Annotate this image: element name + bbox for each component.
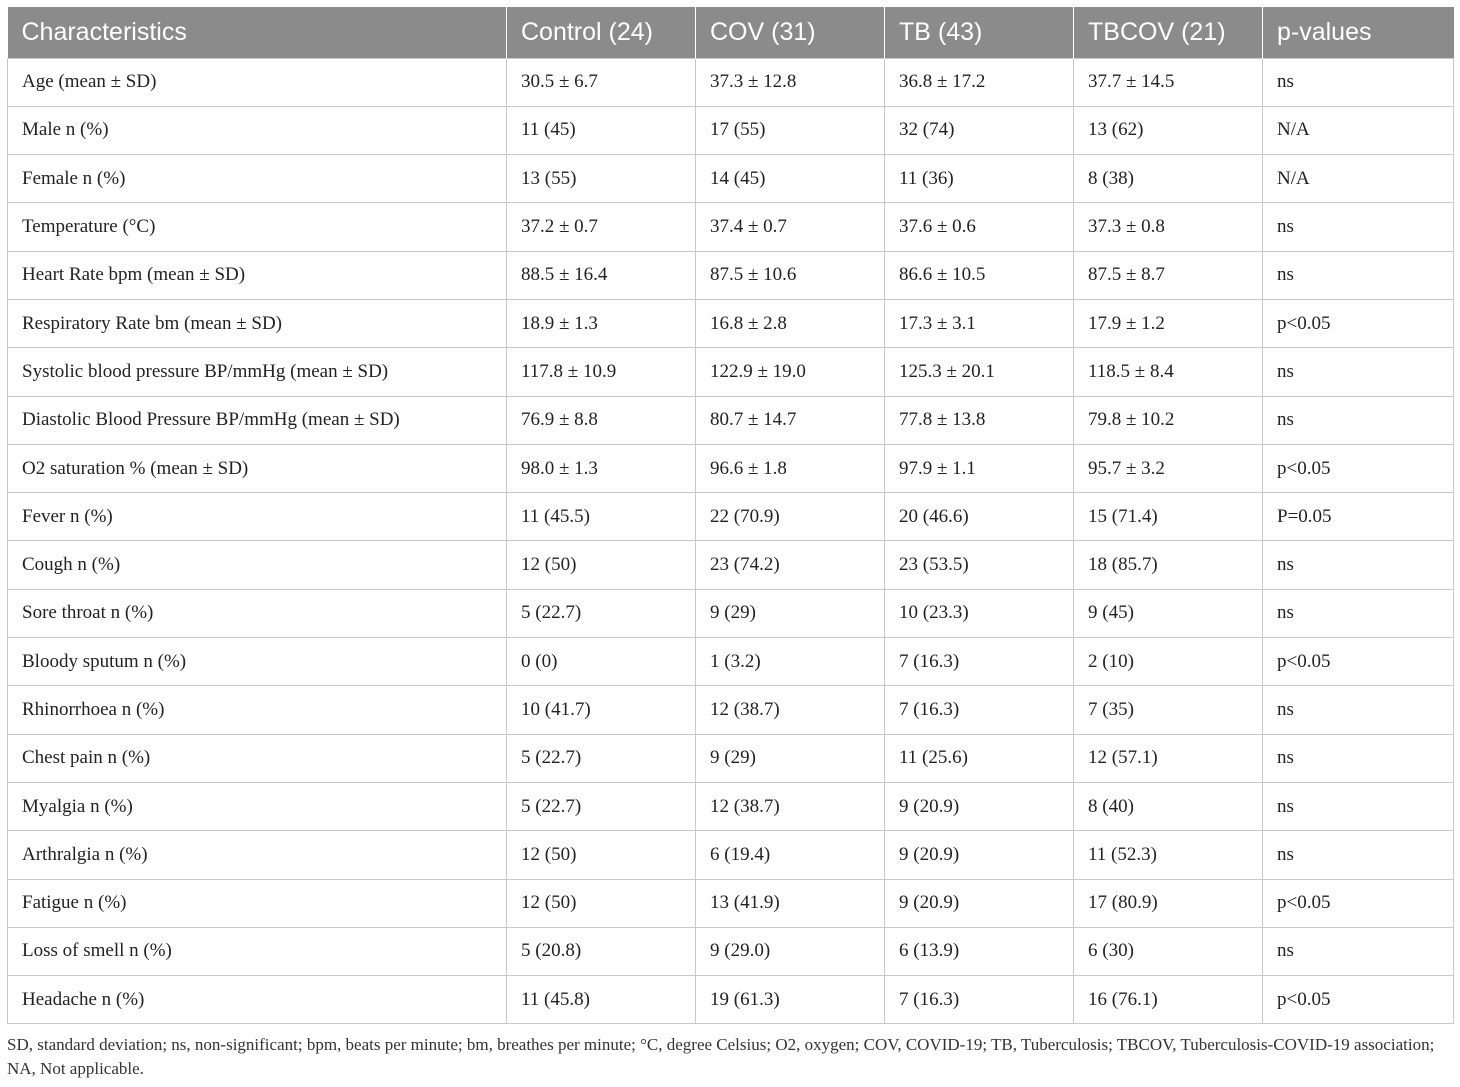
cov-cell: 19 (61.3) [696, 976, 885, 1024]
tbcov-cell: 18 (85.7) [1074, 541, 1263, 589]
tb-cell: 7 (16.3) [885, 686, 1074, 734]
cov-cell: 23 (74.2) [696, 541, 885, 589]
table-row [8, 493, 1454, 541]
header-tb: TB (43) [885, 7, 1074, 58]
control-cell: 11 (45.5) [507, 493, 696, 541]
cov-cell: 9 (29.0) [696, 927, 885, 975]
tbcov-cell: 15 (71.4) [1074, 493, 1263, 541]
characteristic-cell: Diastolic Blood Pressure BP/mmHg (mean ± SD) [8, 396, 507, 444]
header-control: Control (24) [507, 7, 696, 58]
cov-cell: 13 (41.9) [696, 879, 885, 927]
table-row [8, 58, 1454, 106]
characteristic-cell: Chest pain n (%) [8, 734, 507, 782]
tbcov-cell: 17.9 ± 1.2 [1074, 299, 1263, 347]
tbcov-cell: 11 (52.3) [1074, 831, 1263, 879]
cov-cell: 14 (45) [696, 155, 885, 203]
table-row [8, 782, 1454, 830]
tb-cell: 7 (16.3) [885, 976, 1074, 1024]
tb-cell: 125.3 ± 20.1 [885, 348, 1074, 396]
tbcov-cell: 79.8 ± 10.2 [1074, 396, 1263, 444]
control-cell: 12 (50) [507, 879, 696, 927]
characteristics-table-container [7, 7, 1453, 1024]
characteristic-cell: Sore throat n (%) [8, 589, 507, 637]
tb-cell: 77.8 ± 13.8 [885, 396, 1074, 444]
tb-cell: 86.6 ± 10.5 [885, 251, 1074, 299]
tbcov-cell: 118.5 ± 8.4 [1074, 348, 1263, 396]
p-value-cell: p<0.05 [1263, 879, 1454, 927]
table-header [8, 7, 1454, 58]
p-value-cell: ns [1263, 782, 1454, 830]
control-cell: 18.9 ± 1.3 [507, 299, 696, 347]
control-cell: 76.9 ± 8.8 [507, 396, 696, 444]
table-row [8, 976, 1454, 1024]
cov-cell: 12 (38.7) [696, 782, 885, 830]
cov-cell: 87.5 ± 10.6 [696, 251, 885, 299]
control-cell: 98.0 ± 1.3 [507, 444, 696, 492]
table-body [8, 58, 1454, 1024]
cov-cell: 6 (19.4) [696, 831, 885, 879]
control-cell: 12 (50) [507, 831, 696, 879]
p-value-cell: p<0.05 [1263, 976, 1454, 1024]
tb-cell: 7 (16.3) [885, 638, 1074, 686]
cov-cell: 96.6 ± 1.8 [696, 444, 885, 492]
p-value-cell: p<0.05 [1263, 638, 1454, 686]
control-cell: 13 (55) [507, 155, 696, 203]
control-cell: 10 (41.7) [507, 686, 696, 734]
tb-cell: 97.9 ± 1.1 [885, 444, 1074, 492]
control-cell: 11 (45.8) [507, 976, 696, 1024]
characteristic-cell: Headache n (%) [8, 976, 507, 1024]
header-p-values: p-values [1263, 7, 1454, 58]
characteristic-cell: Systolic blood pressure BP/mmHg (mean ± SD) [8, 348, 507, 396]
tb-cell: 23 (53.5) [885, 541, 1074, 589]
table-row [8, 155, 1454, 203]
control-cell: 88.5 ± 16.4 [507, 251, 696, 299]
tb-cell: 17.3 ± 3.1 [885, 299, 1074, 347]
table-row [8, 396, 1454, 444]
tbcov-cell: 13 (62) [1074, 106, 1263, 154]
tbcov-cell: 17 (80.9) [1074, 879, 1263, 927]
characteristic-cell: Age (mean ± SD) [8, 58, 507, 106]
control-cell: 30.5 ± 6.7 [507, 58, 696, 106]
p-value-cell: ns [1263, 348, 1454, 396]
p-value-cell: P=0.05 [1263, 493, 1454, 541]
characteristic-cell: Male n (%) [8, 106, 507, 154]
tb-cell: 36.8 ± 17.2 [885, 58, 1074, 106]
tbcov-cell: 8 (38) [1074, 155, 1263, 203]
table-row [8, 734, 1454, 782]
table-row [8, 444, 1454, 492]
characteristic-cell: Rhinorrhoea n (%) [8, 686, 507, 734]
p-value-cell: ns [1263, 203, 1454, 251]
cov-cell: 80.7 ± 14.7 [696, 396, 885, 444]
cov-cell: 37.4 ± 0.7 [696, 203, 885, 251]
header-characteristics: Characteristics [8, 7, 507, 58]
tb-cell: 11 (36) [885, 155, 1074, 203]
characteristic-cell: Myalgia n (%) [8, 782, 507, 830]
tb-cell: 20 (46.6) [885, 493, 1074, 541]
tb-cell: 37.6 ± 0.6 [885, 203, 1074, 251]
tbcov-cell: 37.3 ± 0.8 [1074, 203, 1263, 251]
tb-cell: 11 (25.6) [885, 734, 1074, 782]
cov-cell: 122.9 ± 19.0 [696, 348, 885, 396]
table-row [8, 638, 1454, 686]
control-cell: 5 (22.7) [507, 782, 696, 830]
characteristic-cell: Heart Rate bpm (mean ± SD) [8, 251, 507, 299]
table-row [8, 927, 1454, 975]
table-row [8, 879, 1454, 927]
control-cell: 5 (20.8) [507, 927, 696, 975]
characteristic-cell: Fever n (%) [8, 493, 507, 541]
tbcov-cell: 95.7 ± 3.2 [1074, 444, 1263, 492]
tbcov-cell: 8 (40) [1074, 782, 1263, 830]
tbcov-cell: 12 (57.1) [1074, 734, 1263, 782]
tbcov-cell: 6 (30) [1074, 927, 1263, 975]
table-row [8, 299, 1454, 347]
p-value-cell: ns [1263, 831, 1454, 879]
table-row [8, 348, 1454, 396]
p-value-cell: ns [1263, 927, 1454, 975]
tb-cell: 32 (74) [885, 106, 1074, 154]
characteristic-cell: Respiratory Rate bm (mean ± SD) [8, 299, 507, 347]
table-row [8, 686, 1454, 734]
cov-cell: 37.3 ± 12.8 [696, 58, 885, 106]
control-cell: 11 (45) [507, 106, 696, 154]
characteristic-cell: Female n (%) [8, 155, 507, 203]
cov-cell: 9 (29) [696, 734, 885, 782]
p-value-cell: ns [1263, 396, 1454, 444]
cov-cell: 17 (55) [696, 106, 885, 154]
control-cell: 117.8 ± 10.9 [507, 348, 696, 396]
characteristic-cell: O2 saturation % (mean ± SD) [8, 444, 507, 492]
p-value-cell: p<0.05 [1263, 444, 1454, 492]
table-footnote: SD, standard deviation; ns, non-significant; bpm, beats per minute; bm, breathes per minute; °C, degree Celsius; O2, oxygen; COV, COVID-19; TB, Tuberculosis; TBCOV, Tuberculosis-COVID-19 association; NA, Not applicable. [7, 1035, 1435, 1078]
p-value-cell: ns [1263, 58, 1454, 106]
table-row [8, 251, 1454, 299]
characteristic-cell: Temperature (°C) [8, 203, 507, 251]
p-value-cell: ns [1263, 589, 1454, 637]
p-value-cell: ns [1263, 251, 1454, 299]
tb-cell: 9 (20.9) [885, 782, 1074, 830]
p-value-cell: N/A [1263, 106, 1454, 154]
p-value-cell: ns [1263, 541, 1454, 589]
characteristic-cell: Arthralgia n (%) [8, 831, 507, 879]
control-cell: 37.2 ± 0.7 [507, 203, 696, 251]
p-value-cell: N/A [1263, 155, 1454, 203]
cov-cell: 1 (3.2) [696, 638, 885, 686]
cov-cell: 9 (29) [696, 589, 885, 637]
tbcov-cell: 87.5 ± 8.7 [1074, 251, 1263, 299]
tb-cell: 9 (20.9) [885, 879, 1074, 927]
p-value-cell: ns [1263, 734, 1454, 782]
characteristic-cell: Bloody sputum n (%) [8, 638, 507, 686]
tbcov-cell: 7 (35) [1074, 686, 1263, 734]
table-row [8, 541, 1454, 589]
tbcov-cell: 37.7 ± 14.5 [1074, 58, 1263, 106]
characteristic-cell: Loss of smell n (%) [8, 927, 507, 975]
tb-cell: 6 (13.9) [885, 927, 1074, 975]
control-cell: 0 (0) [507, 638, 696, 686]
tb-cell: 10 (23.3) [885, 589, 1074, 637]
characteristic-cell: Cough n (%) [8, 541, 507, 589]
control-cell: 12 (50) [507, 541, 696, 589]
cov-cell: 16.8 ± 2.8 [696, 299, 885, 347]
cov-cell: 22 (70.9) [696, 493, 885, 541]
control-cell: 5 (22.7) [507, 734, 696, 782]
p-value-cell: p<0.05 [1263, 299, 1454, 347]
tbcov-cell: 16 (76.1) [1074, 976, 1263, 1024]
table-row [8, 589, 1454, 637]
control-cell: 5 (22.7) [507, 589, 696, 637]
header-row [8, 7, 1454, 58]
tbcov-cell: 9 (45) [1074, 589, 1263, 637]
table-row [8, 831, 1454, 879]
characteristics-table [7, 7, 1454, 1024]
header-cov: COV (31) [696, 7, 885, 58]
tbcov-cell: 2 (10) [1074, 638, 1263, 686]
tb-cell: 9 (20.9) [885, 831, 1074, 879]
table-row [8, 106, 1454, 154]
cov-cell: 12 (38.7) [696, 686, 885, 734]
p-value-cell: ns [1263, 686, 1454, 734]
header-tbcov: TBCOV (21) [1074, 7, 1263, 58]
table-row [8, 203, 1454, 251]
characteristic-cell: Fatigue n (%) [8, 879, 507, 927]
